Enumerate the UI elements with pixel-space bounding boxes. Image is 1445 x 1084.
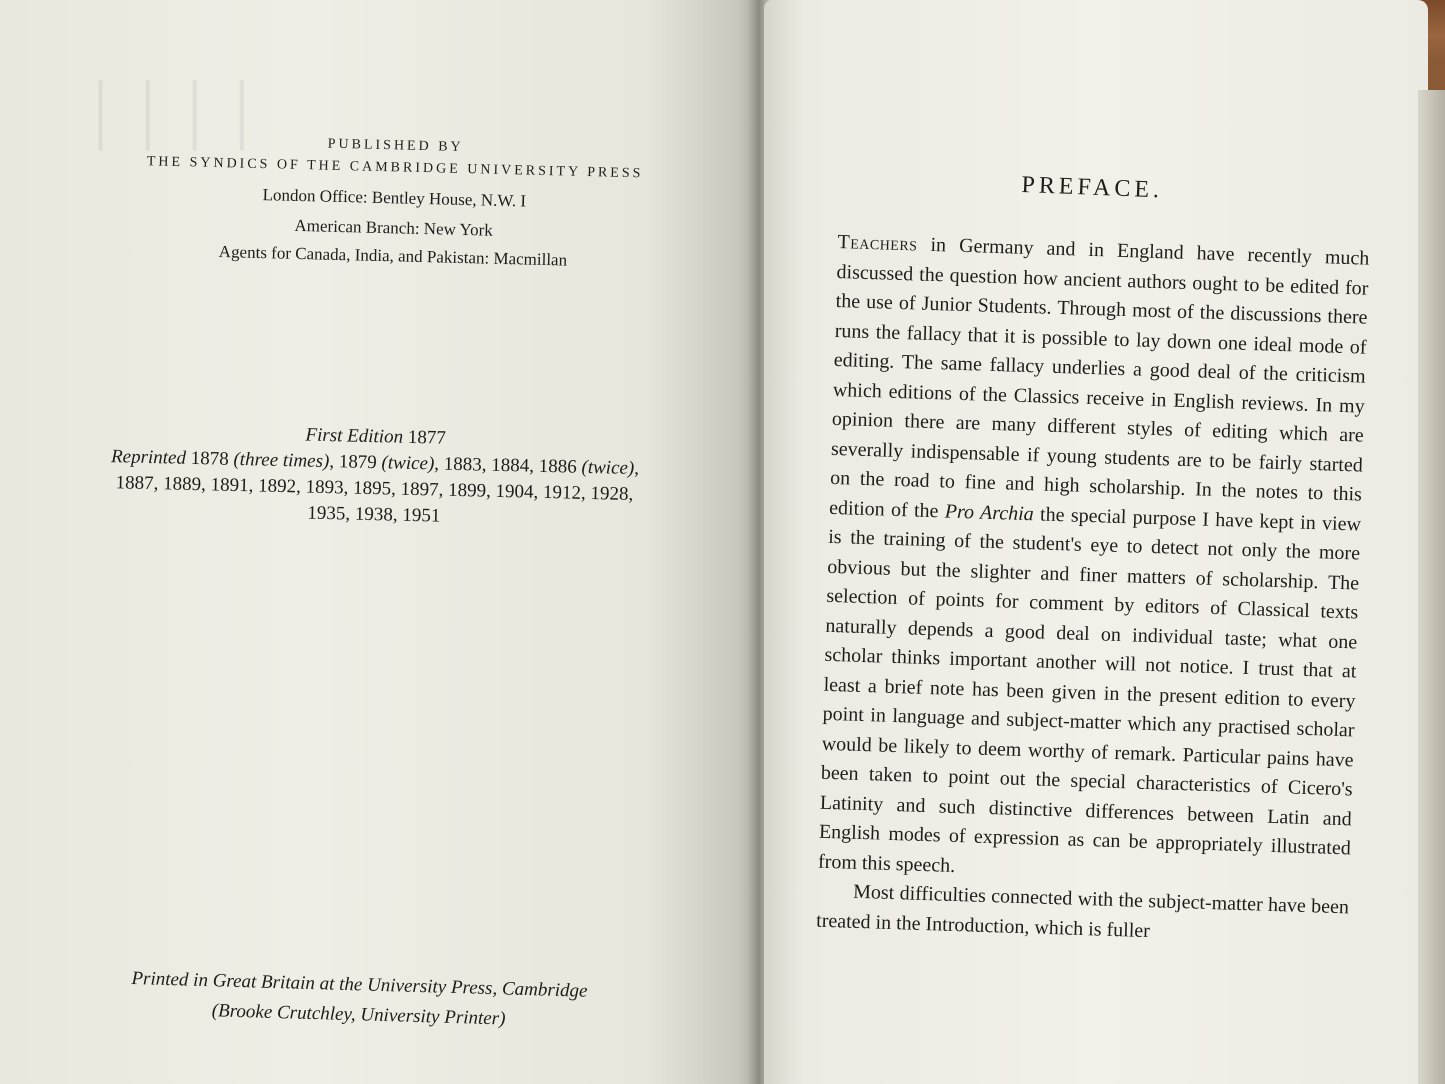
preface-paragraph: Most difficulties connected with the subject-matter have been treated in the Introduction, which is fuller [815,880,1350,942]
reprint-year: , 1879 [329,451,378,474]
reprint-year: 1899, 1904, 1912, 1928, 1935, 1938, 1951 [307,479,634,527]
lead-word: Teachers [837,230,918,256]
preface-title: PREFACE. [1021,172,1164,204]
reprint-note: (three times) [233,448,330,473]
reprinted-label: Reprinted [110,446,187,469]
edition-history [104,418,646,534]
publisher-imprint [93,128,696,275]
printer-line: Printed in Great Britain at the University Press, Cambridge [131,968,588,1002]
preface-body [816,228,1370,952]
reprint-note: (twice) [381,452,435,475]
paragraph-text: in Germany and in England have recently much discussed the question how ancient authors ought to be edited for the use of Junior Students. Through most of the discussions there runs the fallacy that it is possible to lay down one ideal mode of editing. The same fallacy underlies a good deal of the criticism which editions of the Classics receive in English reviews. In my opinion there are many different styles of editing which are severally indispensable if young students are to be fairly started on the road to fine and high scholarship. In the notes to this edition of the [828,233,1370,522]
reprint-note: (twice) [581,456,635,479]
reprint-year: , 1887, 1889, 1891, 1892, 1893, 1895, 1897, [115,458,640,501]
reprint-year: , 1883, 1884, 1886 [434,453,578,478]
printer-name-line: (Brooke Crutchley, University Printer) [211,1000,506,1030]
show-through-text: ││││ [80,81,269,146]
reprint-lines [104,444,646,534]
work-title: Pro Archia [944,500,1035,525]
first-edition-year: 1877 [407,426,447,449]
london-office-line: London Office: Bentley House, N.W. I [262,185,527,211]
agents-line: Agents for Canada, India, and Pakistan: Macmillan [218,242,568,270]
american-branch-line: American Branch: New York [294,215,493,240]
preface-paragraph [818,228,1370,893]
first-edition-label: First Edition [305,424,404,448]
page-edges [1418,90,1445,1084]
printer-colophon [58,962,659,1039]
paragraph-text: the special purpose I have kept in view is the training of the student's eye to detect not only the more obvious but the slighter and finer matters of scholarship. The selection of points for comment by editors of Classical texts naturally depends a good deal on individual taste; what one scholar thinks important another will not notice. I trust that at least a brief note has been given in the present edition to every point in language and subject-matter which any practised scholar would be likely to deem worthy of remark. Particular pains have been taken to point out the special characteristics of Cicero's Latinity and such distinctive differences between Latin and English modes of expression as can be appropriately illustrated from this speech. [817,502,1362,877]
published-by-line: PUBLISHED BY [327,136,464,155]
reprint-year: 1878 [190,447,229,470]
syndics-line: THE SYNDICS OF THE CAMBRIDGE UNIVERSITY PRESS [146,154,644,182]
